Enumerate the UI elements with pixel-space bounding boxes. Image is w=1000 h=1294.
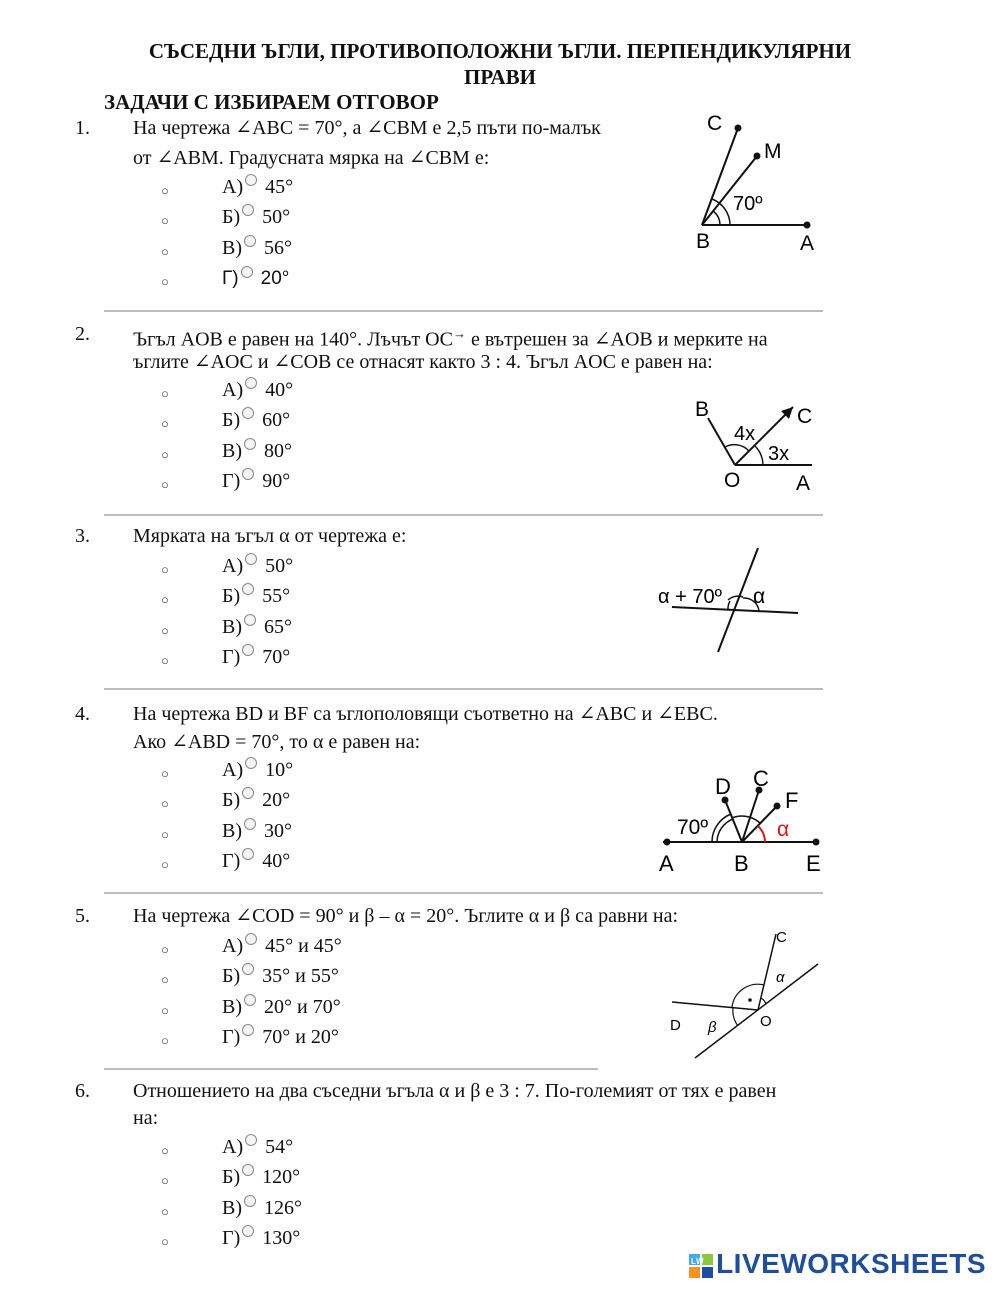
option-value: 70° и 20° [262,1026,339,1048]
radio-icon[interactable] [242,1024,254,1036]
question-text-line: Отношението на два съседни ъгъла α и β е 3 : 7. По-големият от тях е равен [133,1080,777,1102]
option-a[interactable] [222,1136,293,1159]
bullet-icon: ○ [161,827,169,842]
option-letter: А) [222,759,244,781]
figure-label: D [715,774,731,799]
question-number: 3. [75,525,90,547]
option-value: 20° [260,268,290,289]
bullet-icon: ○ [161,183,169,198]
bullet-icon: ○ [161,1173,169,1188]
option-b[interactable] [222,585,290,608]
option-value: 126° [264,1197,302,1219]
figure-label: O [760,1013,772,1030]
option-value: 130° [262,1227,301,1249]
option-letter: Г) [222,268,239,289]
option-value: 65° [264,616,292,638]
option-a[interactable] [222,555,293,578]
radio-icon[interactable] [242,204,254,216]
bullet-icon: ○ [161,857,169,872]
option-value: 70° [262,646,291,668]
figure-label: O [724,469,741,492]
option-letter: Г) [222,646,241,668]
question-number: 1. [75,117,90,139]
figure-label: A [796,472,811,495]
radio-icon[interactable] [242,848,254,860]
figure-angle-aob [690,390,830,500]
radio-icon[interactable] [245,757,257,769]
figure-label: α [776,969,785,986]
vector-arrow-icon: → [452,326,466,341]
option-letter: А) [222,176,244,198]
option-value: 50° [265,555,294,577]
option-d[interactable] [222,470,290,493]
radio-icon[interactable] [242,407,254,419]
question-text-line: Ако ∠ABD = 70°, то α е равен на: [133,731,421,753]
figure-label: C [797,405,813,428]
bullet-icon: ○ [161,1143,169,1158]
radio-icon[interactable] [242,468,254,480]
radio-icon[interactable] [242,963,254,975]
option-value: 35° и 55° [262,965,339,987]
radio-icon[interactable] [242,1225,254,1237]
option-d[interactable] [222,646,290,669]
bullet-icon: ○ [161,1204,169,1219]
question-text-line: На чертежа BD и BF са ъглополовящи съответно на ∠ABC и ∠EBC. [133,703,718,725]
option-value: 20° и 70° [264,996,341,1018]
radio-icon[interactable] [244,818,256,830]
bullet-icon: ○ [161,1234,169,1249]
radio-icon[interactable] [245,553,257,565]
bullet-icon: ○ [161,796,169,811]
option-c[interactable] [222,616,292,639]
radio-icon[interactable] [244,438,256,450]
option-letter: А) [222,1136,244,1158]
figure-label: 70º [677,816,709,839]
radio-icon[interactable] [244,235,256,247]
option-letter: Б) [222,965,241,987]
option-c[interactable] [222,996,341,1019]
question-text-line: Ъгъл AOB е равен на 140°. Лъчът OC→ е вътрешен за ∠AOB и мерките на [133,326,768,351]
question-text-line: На чертежа ∠COD = 90° и β – α = 20°. Ъглите α и β са равни на: [133,905,679,927]
option-value: 56° [264,237,292,259]
option-c[interactable] [222,440,292,463]
option-value: 45° и 45° [265,935,342,957]
separator [104,1068,598,1070]
option-d[interactable] [222,1026,339,1049]
option-c[interactable] [222,1197,302,1220]
option-value: 50° [262,206,291,228]
radio-icon[interactable] [245,174,257,186]
bullet-icon: ○ [161,562,169,577]
liveworksheets-logo [689,1248,986,1280]
option-letter: Б) [222,1166,241,1188]
radio-icon[interactable] [245,1134,257,1146]
figure-label: C [707,112,723,135]
option-letter: А) [222,555,244,577]
figure-label: B [696,230,711,253]
radio-icon[interactable] [242,583,254,595]
option-letter: Г) [222,1026,241,1048]
figure-label: 3x [768,443,790,465]
option-b[interactable] [222,1166,300,1189]
figure-angle-abc [690,110,830,260]
option-b[interactable] [222,789,290,812]
page-title-line2: ПРАВИ [464,65,536,89]
question-number: 2. [75,323,90,345]
figure-bisectors [655,762,825,880]
figure-label: C [776,929,787,946]
figure-right-angle-cod [660,922,830,1067]
option-b[interactable] [222,409,290,432]
svg-text:LW: LW [691,1256,705,1266]
option-letter: Б) [222,789,241,811]
figure-label-alpha: α [777,818,790,841]
option-value: 60° [262,409,291,431]
option-value: 30° [264,820,292,842]
figure-label: B [734,851,749,876]
section-subtitle: ЗАДАЧИ С ИЗБИРАЕМ ОТГОВОР [104,90,439,114]
option-value: 54° [265,1136,294,1158]
question-number: 6. [75,1080,90,1102]
figure-label: α + 70º [658,586,722,608]
figure-label: D [670,1017,681,1034]
option-value: 80° [264,440,292,462]
bullet-icon: ○ [161,1033,169,1048]
question-text-line: На чертежа ∠ABC = 70°, а ∠CBM е 2,5 пъти по-малък [133,117,601,139]
option-letter: В) [222,440,242,462]
figure-label: C [753,766,769,791]
figure-label: A [800,232,815,255]
figure-label: E [806,851,821,876]
bullet-icon: ○ [161,592,169,607]
option-c[interactable] [222,237,292,260]
option-letter: В) [222,1197,242,1219]
separator [104,688,823,690]
option-letter: А) [222,935,244,957]
bullet-icon: ○ [161,386,169,401]
figure-label: 4x [734,423,756,445]
option-b[interactable] [222,206,290,229]
option-letter: А) [222,379,244,401]
option-a[interactable] [222,176,293,199]
option-d[interactable] [222,268,289,290]
option-letter: Г) [222,850,241,872]
radio-icon[interactable] [242,1164,254,1176]
figure-label: F [785,788,799,813]
figure-adjacent-angles [650,540,810,660]
option-value: 55° [262,585,291,607]
radio-icon[interactable] [245,377,257,389]
radio-icon[interactable] [242,787,254,799]
question-text-line: ъглите ∠AOC и ∠COB се отнасят както 3 : 4. Ъгъл AOC е равен на: [133,351,713,373]
radio-icon[interactable] [242,644,254,656]
option-a[interactable] [222,759,293,782]
bullet-icon: ○ [161,416,169,431]
option-letter: Г) [222,470,241,492]
option-value: 90° [262,470,291,492]
radio-icon[interactable] [244,614,256,626]
bullet-icon: ○ [161,244,169,259]
option-value: 45° [265,176,294,198]
option-d[interactable] [222,1227,300,1250]
option-a[interactable] [222,379,293,402]
figure-label: M [764,140,782,163]
figure-label: B [695,398,710,421]
option-value: 120° [262,1166,301,1188]
bullet-icon: ○ [161,447,169,462]
option-letter: В) [222,237,242,259]
question-text-line: Мярката на ъгъл α от чертежа е: [133,525,407,547]
option-value: 10° [265,759,294,781]
option-value: 20° [262,789,291,811]
figure-label: α [753,585,766,608]
separator [104,310,823,312]
question-text-line: на: [133,1107,159,1129]
logo-text: LIVEWORKSHEETS [716,1248,986,1279]
question-number: 5. [75,905,90,927]
separator [104,514,823,516]
option-letter: Б) [222,585,241,607]
separator [104,892,823,894]
option-letter: Б) [222,409,241,431]
bullet-icon: ○ [161,766,169,781]
question-text-line: от ∠ABM. Градусната мярка на ∠CBM е: [133,147,490,169]
option-d[interactable] [222,850,290,873]
option-letter: Б) [222,206,241,228]
figure-label: 70º [733,193,763,215]
figure-label: β [708,1019,717,1036]
option-letter: В) [222,996,242,1018]
option-value: 40° [262,850,291,872]
radio-icon[interactable] [245,933,257,945]
option-letter: В) [222,616,242,638]
bullet-icon: ○ [161,274,169,289]
option-letter: В) [222,820,242,842]
radio-icon[interactable] [244,994,256,1006]
bullet-icon: ○ [161,623,169,638]
option-letter: Г) [222,1227,241,1249]
bullet-icon: ○ [161,653,169,668]
page-title: СЪСЕДНИ ЪГЛИ, ПРОТИВОПОЛОЖНИ ЪГЛИ. ПЕРПЕНДИКУЛЯРНИ [148,39,852,63]
option-value: 40° [265,379,294,401]
option-b[interactable] [222,965,339,988]
bullet-icon: ○ [161,477,169,492]
radio-icon[interactable] [241,266,253,278]
option-c[interactable] [222,820,292,843]
logo-mark-icon [689,1254,713,1278]
bullet-icon: ○ [161,1003,169,1018]
figure-label: A [659,851,674,876]
bullet-icon: ○ [161,972,169,987]
bullet-icon: ○ [161,213,169,228]
question-number: 4. [75,703,90,725]
radio-icon[interactable] [244,1195,256,1207]
bullet-icon: ○ [161,942,169,957]
option-a[interactable] [222,935,342,958]
